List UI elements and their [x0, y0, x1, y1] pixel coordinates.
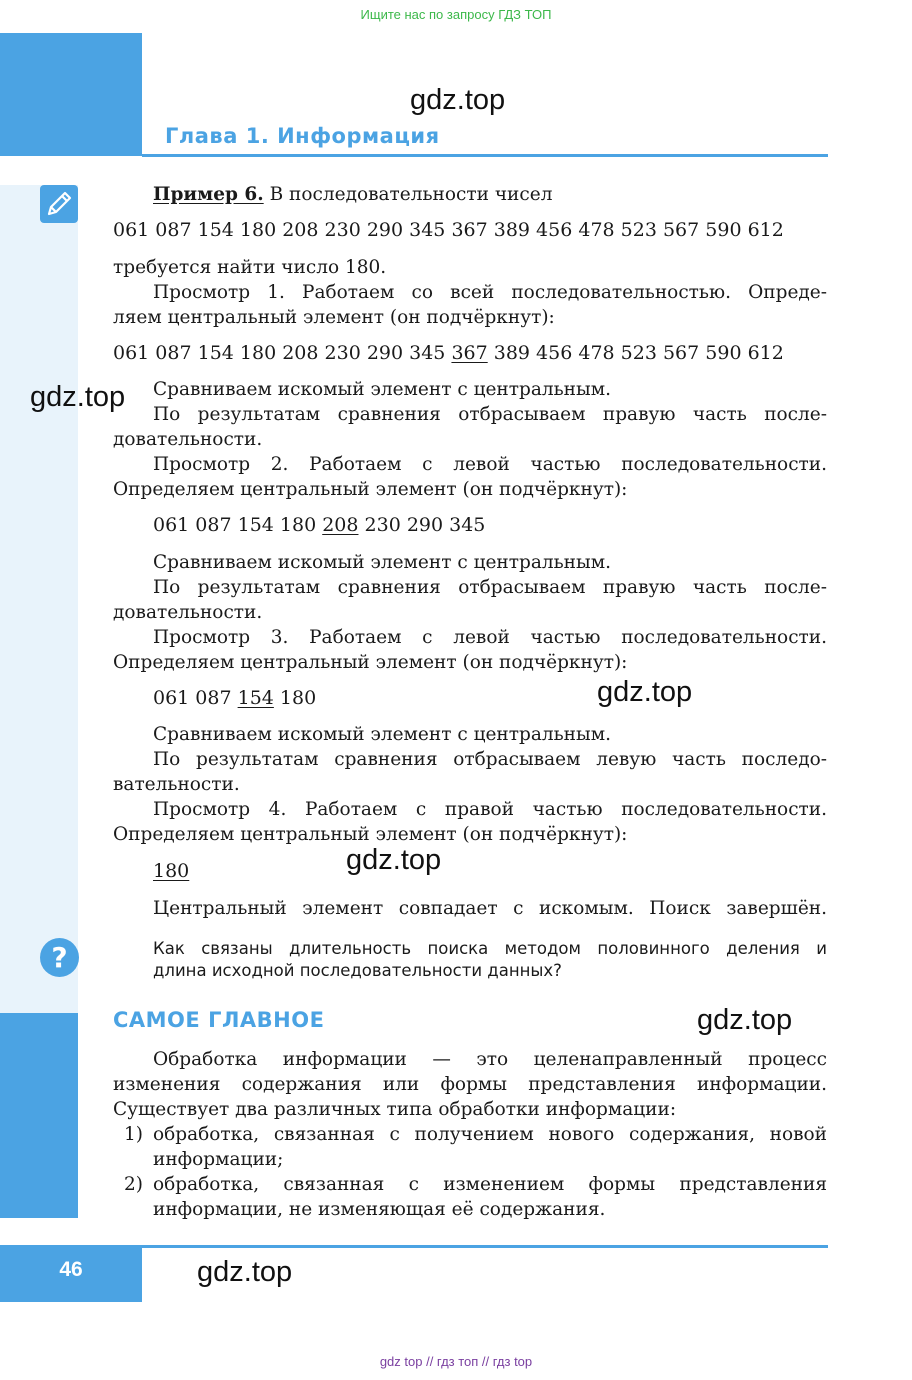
discard-left-b: вательности. — [113, 774, 240, 795]
sequence-step2 — [153, 513, 485, 538]
compare-line-1: Сравниваем искомый элемент с центральным. — [153, 379, 612, 400]
list-marker-2: 2) — [124, 1174, 143, 1195]
sequence-step4: 180 — [153, 860, 190, 882]
summary-line-2: изменения содержания или формы представления информации. — [113, 1074, 827, 1095]
summary-color-block — [0, 1013, 78, 1218]
compare-line-3: Сравниваем искомый элемент с центральным. — [153, 724, 612, 745]
example-label: Пример 6. — [153, 184, 264, 205]
list-item-1b: информации; — [153, 1149, 284, 1170]
step2-line-a: Просмотр 2. Работаем с левой частью последовательности. — [153, 454, 827, 475]
watermark: gdz.top — [30, 381, 126, 413]
step4-line-b: Определяем центральный элемент (он подчёркнут): — [113, 824, 628, 845]
step3-line-a: Просмотр 3. Работаем с левой частью последовательности. — [153, 627, 827, 648]
discard-right-1a: По результатам сравнения отбрасываем правую часть после- — [153, 404, 827, 425]
watermark: gdz.top — [410, 84, 506, 116]
list-item-1a: обработка, связанная с получением нового содержания, новой — [153, 1124, 827, 1145]
watermark: gdz.top — [697, 1004, 793, 1036]
step3-line-b: Определяем центральный элемент (он подчёркнут): — [113, 652, 628, 673]
question-icon: ? — [40, 938, 79, 977]
sequence-full: 061 087 154 180 208 230 290 345 367 389 456 478 523 567 590 612 — [113, 219, 784, 241]
summary-line-1: Обработка информации — это целенаправленный процесс — [153, 1049, 827, 1070]
margin-strip — [0, 185, 78, 1015]
list-item-2b: информации, не изменяющая её содержания. — [153, 1199, 606, 1220]
top-banner[interactable]: Ищите нас по запросу ГДЗ ТОП — [360, 7, 552, 22]
seq1-before: 061 087 154 180 208 230 290 345 — [113, 342, 452, 364]
watermark: gdz.top — [197, 1256, 293, 1288]
chapter-rule — [142, 154, 828, 157]
sequence-step1 — [113, 341, 784, 366]
summary-line-3: Существует два различных типа обработки информации: — [113, 1099, 677, 1120]
chapter-color-block — [0, 33, 142, 156]
example-intro-text: В последовательности чисел — [269, 184, 553, 205]
seq1-center: 367 — [451, 342, 488, 364]
footer-rule — [142, 1245, 828, 1248]
discard-right-2a: По результатам сравнения отбрасываем правую часть после- — [153, 577, 827, 598]
step1-line-b: ляем центральный элемент (он подчёркнут): — [113, 307, 555, 328]
summary-heading: САМОЕ ГЛАВНОЕ — [113, 1008, 325, 1032]
seq2-before: 061 087 154 180 — [153, 514, 323, 536]
discard-right-1b: довательности. — [113, 429, 263, 450]
question-line-1: Как связаны длительность поиска методом половинного деления и — [153, 939, 827, 958]
compare-line-2: Сравниваем искомый элемент с центральным. — [153, 552, 612, 573]
target-line: требуется найти число 180. — [113, 257, 387, 278]
step2-line-b: Определяем центральный элемент (он подчёркнут): — [113, 479, 628, 500]
result-line: Центральный элемент совпадает с искомым. Поиск завершён. — [153, 898, 827, 919]
seq3-after: 180 — [273, 687, 317, 709]
seq3-center: 154 — [237, 687, 274, 709]
question-line-2: длина исходной последовательности данных? — [153, 961, 562, 980]
discard-right-2b: довательности. — [113, 602, 263, 623]
footer-links[interactable]: gdz top // гдз топ // гдз top — [379, 1354, 533, 1369]
step1-line-a: Просмотр 1. Работаем со всей последовательностью. Опреде- — [153, 282, 827, 303]
list-item-2a: обработка, связанная с изменением формы представления — [153, 1174, 827, 1195]
discard-left-a: По результатам сравнения отбрасываем левую часть последо- — [153, 749, 827, 770]
chapter-title: Глава 1. Информация — [165, 124, 440, 148]
seq3-before: 061 087 — [153, 687, 238, 709]
watermark: gdz.top — [346, 844, 442, 876]
seq1-after: 389 456 478 523 567 590 612 — [487, 342, 784, 364]
sequence-step3 — [153, 686, 316, 711]
step4-line-a: Просмотр 4. Работаем с правой частью последовательности. — [153, 799, 827, 820]
seq2-after: 230 290 345 — [358, 514, 486, 536]
list-marker-1: 1) — [124, 1124, 143, 1145]
seq2-center: 208 — [322, 514, 359, 536]
example-intro — [153, 182, 552, 207]
page-number: 46 — [59, 1258, 83, 1281]
watermark: gdz.top — [597, 676, 693, 708]
pencil-icon — [40, 185, 78, 223]
